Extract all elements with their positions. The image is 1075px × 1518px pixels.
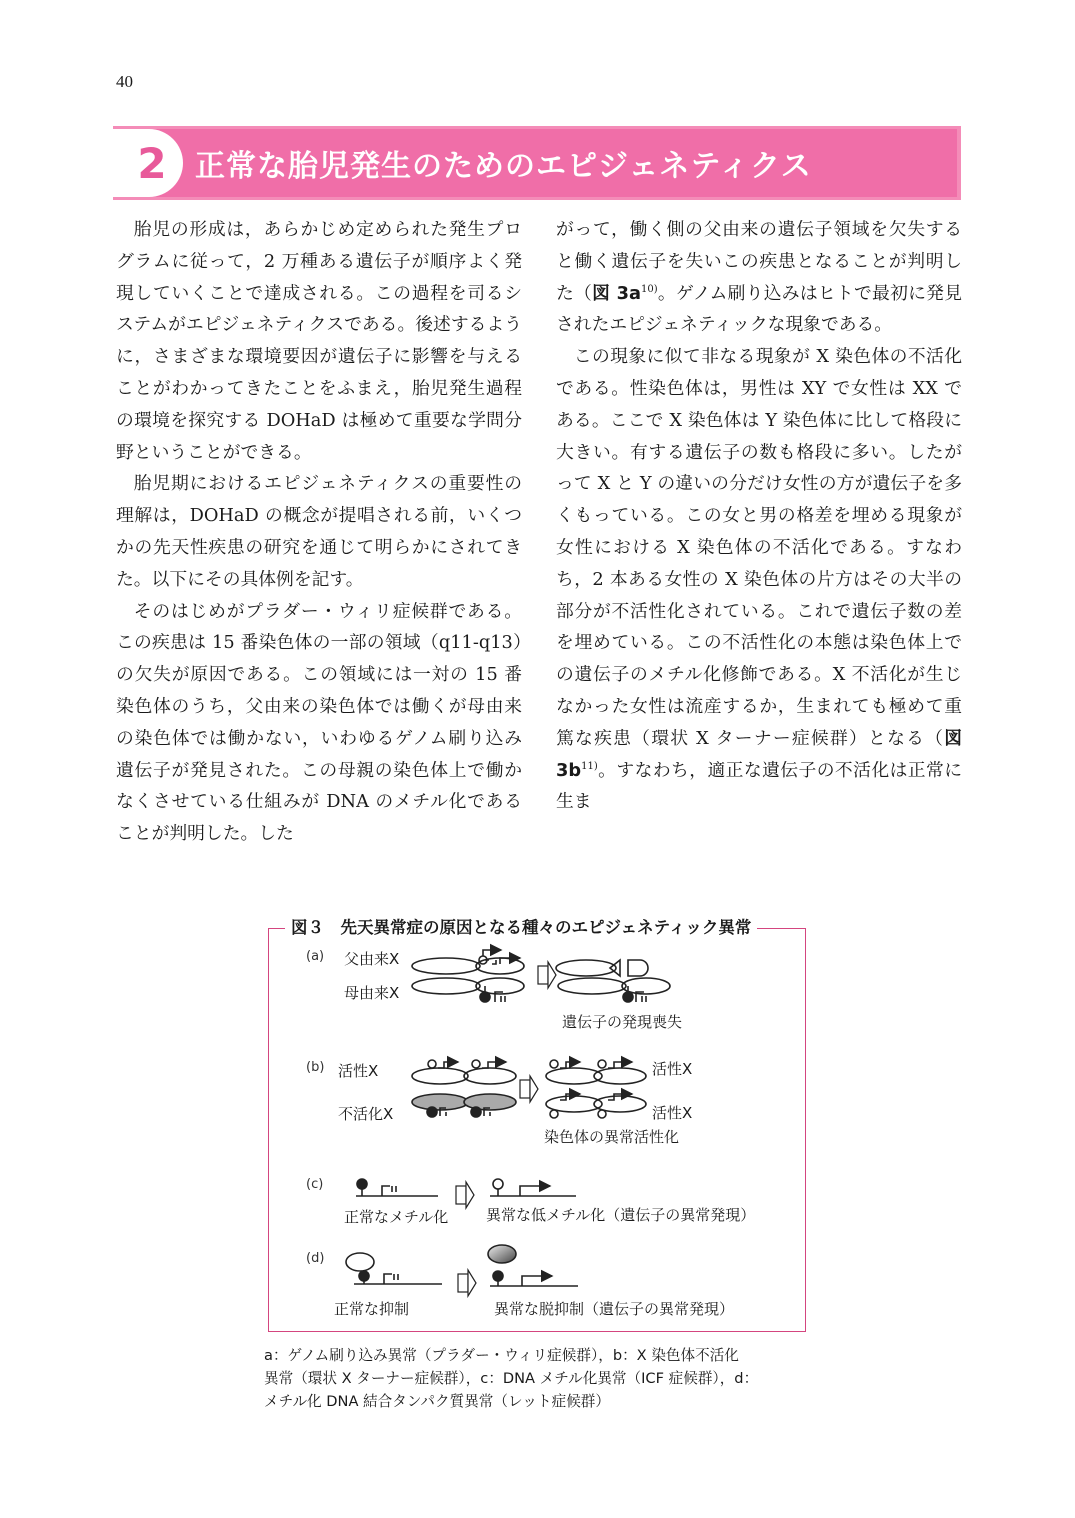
panel-d-right-label: 異常な脱抑制（遺伝子の異常発現） xyxy=(494,1300,735,1318)
panel-b-result: 染色体の異常活性化 xyxy=(544,1128,680,1146)
section-title: 正常な胎児発生のためのエピジェネティクス xyxy=(195,149,812,184)
panel-d-derepression xyxy=(488,1245,578,1286)
arrow-c-icon xyxy=(456,1186,466,1204)
figure-caption xyxy=(264,1344,814,1413)
arrow-b-head-icon xyxy=(530,1076,538,1102)
citation[interactable]: 10) xyxy=(641,283,658,295)
section-number: 2 xyxy=(137,138,167,188)
figure-diagram xyxy=(270,930,804,1330)
paragraph-text: がって，働く側の父由来の遺伝子領域を欠失すると働く遺伝子を失いこの疾患となることが判明した（ xyxy=(556,219,962,304)
panel-a-chromosomes-before xyxy=(412,950,524,1002)
panel-a-maternal-label: 母由来X xyxy=(344,984,400,1002)
paragraph: そのはじめがプラダー・ウィリ症候群である。この疾患は 15 番染色体の一部の領域（q11-q13）の欠失が原因である。この領域には一対の 15 番染色体のうち，父由来の染色体では働くが母由来の染色体では働かない，いわゆるゲノム刷り込み遺伝子が発見された。この母親の染色体上で働かなくさせている仕組みが DNA のメチル化であることが判明した。した xyxy=(116,600,522,845)
arrow-a-head-icon xyxy=(548,962,556,988)
panel-c-hypomethylation xyxy=(490,1179,576,1196)
panel-a-result: 遺伝子の発現喪失 xyxy=(562,1013,683,1031)
paragraph: 胎児の形成は，あらかじめ定められた発生プログラムに従って，2 万種ある遺伝子が順序よく発現していくことで達成される。この過程を司るシステムがエピジェネティクスである。後述するように，さまざまな環境要因が遺伝子に影響を与えることがわかってきたことをふまえ，胎児発生過程の環境を探究する DOHaD は極めて重要な学問分野ということができる。 xyxy=(116,219,522,463)
panel-a-paternal-label: 父由来X xyxy=(344,950,400,968)
panel-c-left-label: 正常なメチル化 xyxy=(344,1208,449,1226)
figure-reference[interactable]: 図 3b xyxy=(556,727,962,781)
arrow-b-icon xyxy=(520,1080,530,1098)
figure-title: 図３ 先天異常症の原因となる種々のエピジェネティック異常 xyxy=(285,914,757,938)
right-column xyxy=(556,214,962,818)
panel-d-letter: (d) xyxy=(306,1251,325,1266)
panel-a-chromosomes-after xyxy=(556,960,670,1002)
page-number: 40 xyxy=(116,72,133,91)
caption-line: メチル化 DNA 結合タンパク質異常（レット症候群） xyxy=(264,1393,610,1410)
panel-a-letter: (a) xyxy=(306,949,325,964)
paragraph xyxy=(556,214,962,341)
panel-b-inactive-label: 不活化X xyxy=(338,1105,394,1123)
caption-line: 異常（環状 X ターナー症候群），c：DNA メチル化異常（ICF 症候群），d： xyxy=(264,1370,759,1387)
panel-b-right-active-label-2: 活性X xyxy=(652,1104,693,1122)
panel-b-chromosomes-before xyxy=(412,1060,516,1117)
arrow-c-head-icon xyxy=(466,1182,474,1208)
panel-d-left-label: 正常な抑制 xyxy=(334,1300,410,1318)
citation[interactable]: 11) xyxy=(581,760,598,772)
paragraph-text: 。すなわち，適正な遺伝子の不活化は正常に生ま xyxy=(556,759,962,813)
paragraph-text: この現象に似て非なる現象が X 染色体の不活化である。性染色体は，男性は XY で女性は XX である。ここで X 染色体は Y 染色体に比して格段に大きい。有する遺伝子の数も格段に多い。したがって X と Y の違いの分だけ女性の方が遺伝子を多くもっている。この女と男の格差を埋める現象が女性における X 染色体の不活化である。すなわち，2 本ある女性の X 染色体の片方はその大半の部分が不活性化されている。これで遺伝子数の差を埋めている。この不活性化の本態は染色体上での遺伝子のメチル化修飾である。X 不活化が生じなかった女性は流産するか，生まれても極めて重篤な疾患（環状 X ターナー症候群）となる（ xyxy=(556,346,962,749)
panel-b-active-label: 活性X xyxy=(338,1062,379,1080)
panel-b-right-active-label-1: 活性X xyxy=(652,1060,693,1078)
section-number-badge xyxy=(113,129,183,197)
left-column xyxy=(116,214,522,850)
panel-b-letter: (b) xyxy=(306,1060,325,1075)
section-banner xyxy=(113,126,961,200)
section-banner-fill xyxy=(113,129,957,197)
arrow-a-icon xyxy=(538,966,548,984)
panel-c-letter: (c) xyxy=(306,1177,324,1192)
caption-line: a：ゲノム刷り込み異常（プラダー・ウィリ症候群），b：X 染色体不活化 xyxy=(264,1347,739,1364)
figure-reference[interactable]: 図 3a xyxy=(592,282,641,304)
panel-c-normal-methylation xyxy=(356,1179,438,1196)
paragraph: 胎児期におけるエピジェネティクスの重要性の理解は，DOHaD の概念が提唱される前，いくつかの先天性疾患の研究を通じて明らかにされてきた。以下にその具体例を記す。 xyxy=(116,473,522,590)
arrow-d-icon xyxy=(458,1274,468,1292)
panel-c-right-label: 異常な低メチル化（遺伝子の異常発現） xyxy=(486,1206,756,1224)
panel-b-chromosomes-after xyxy=(546,1060,646,1118)
arrow-d-head-icon xyxy=(468,1270,476,1296)
paragraph xyxy=(556,341,962,818)
panel-d-normal-repression xyxy=(346,1253,442,1284)
paragraph-text: 。ゲノム刷り込みはヒトで最初に発見されたエピジェネティックな現象である。 xyxy=(556,282,962,336)
